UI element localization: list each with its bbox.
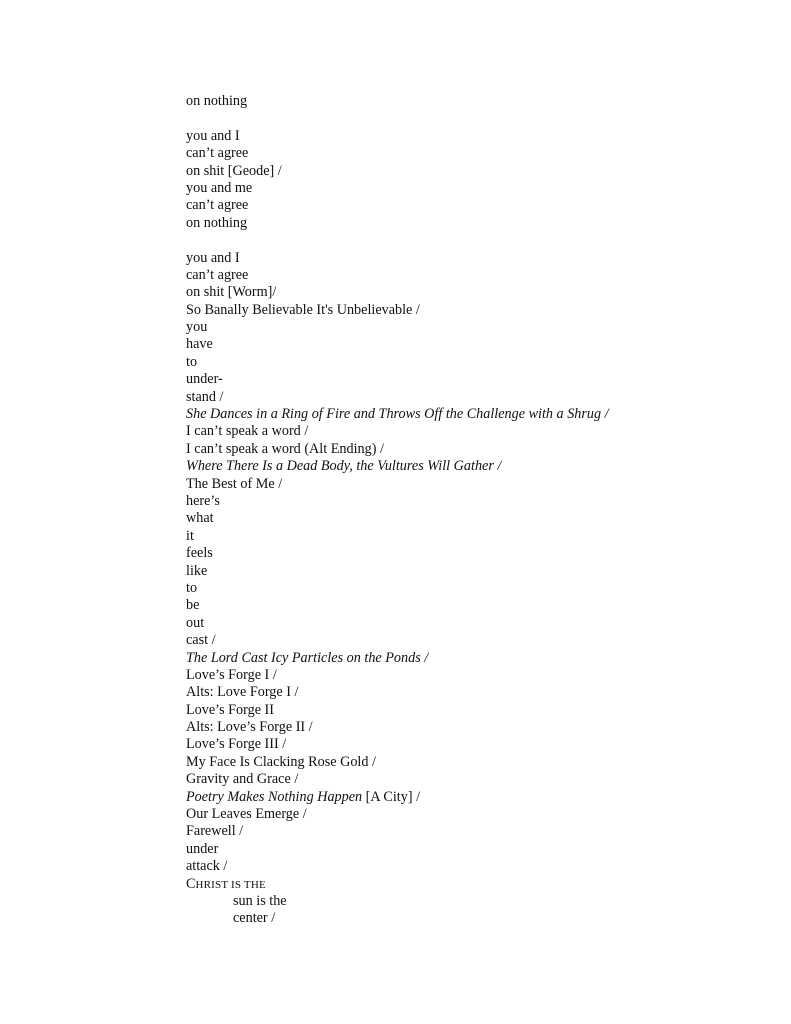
small-caps-rest: HRIST IS THE: [195, 878, 266, 891]
poem-line: So Banally Believable It's Unbelievable /: [186, 301, 420, 318]
poem-title-italic: Poetry Makes Nothing Happen: [186, 788, 363, 805]
poem-line: to: [186, 353, 198, 370]
poem-line: stand /: [186, 388, 224, 405]
poem-line: under: [186, 840, 219, 857]
poem-line: Our Leaves Emerge /: [186, 806, 307, 823]
poem-line: on nothing: [186, 214, 248, 231]
poem-line: be: [186, 597, 200, 614]
poem-line: Alts: Love’s Forge II /: [186, 719, 313, 736]
poem-line: like: [186, 562, 208, 579]
poem-line: My Face Is Clacking Rose Gold /: [186, 753, 376, 770]
poem-line: feels: [186, 545, 213, 562]
poem-line: you: [186, 319, 208, 336]
poem-line: cast /: [186, 632, 216, 649]
poem-line: can’t agree: [186, 266, 249, 283]
poem-text: [186, 93, 609, 928]
poem-title-italic: The Lord Cast Icy Particles on the Ponds /: [186, 649, 429, 666]
poem-line: Alts: Love Forge I /: [186, 684, 299, 701]
poem-line: attack /: [186, 858, 228, 875]
poem-title-italic: Where There Is a Dead Body, the Vultures Will Gather /: [186, 458, 502, 475]
poem-line: you and me: [186, 179, 253, 196]
poem-line: Love’s Forge II: [186, 701, 274, 718]
poem-line: you and I: [186, 249, 240, 266]
poem-line-suffix: [A City] /: [362, 788, 421, 805]
poem-line: on nothing: [186, 93, 248, 109]
poem-line: have: [186, 336, 213, 353]
poem-line: Love’s Forge I /: [186, 666, 277, 683]
poem-line: under-: [186, 371, 223, 388]
poem-line: on shit [Geode] /: [186, 162, 282, 179]
poem-line: Gravity and Grace /: [186, 771, 299, 788]
poem-line: The Best of Me /: [186, 475, 283, 492]
poem-line: can’t agree: [186, 145, 249, 162]
poem-line: you and I: [186, 127, 240, 144]
poem-line: Love’s Forge III /: [186, 736, 287, 753]
poem-line: to: [186, 579, 198, 596]
poem-line: what: [186, 510, 214, 527]
poem-line-indented: sun is the: [233, 892, 287, 909]
small-caps-initial: C: [186, 875, 196, 892]
poem-line-mixed: [186, 789, 609, 806]
poem-line: out: [186, 614, 205, 631]
poem-line: I can’t speak a word /: [186, 423, 309, 440]
poem-line: it: [186, 527, 194, 544]
poem-line-indented: center /: [233, 910, 276, 927]
poem-line: I can’t speak a word (Alt Ending) /: [186, 440, 384, 457]
poem-line: here’s: [186, 492, 220, 509]
poem-line: Farewell /: [186, 823, 244, 840]
poem-line: on shit [Worm]/: [186, 284, 277, 301]
poem-line-small-caps: [186, 876, 609, 893]
stanza-break: [186, 110, 609, 127]
stanza-break: [186, 232, 609, 249]
poem-line: can’t agree: [186, 197, 249, 214]
poem-title-italic: She Dances in a Ring of Fire and Throws Off the Challenge with a Shrug /: [186, 406, 609, 423]
